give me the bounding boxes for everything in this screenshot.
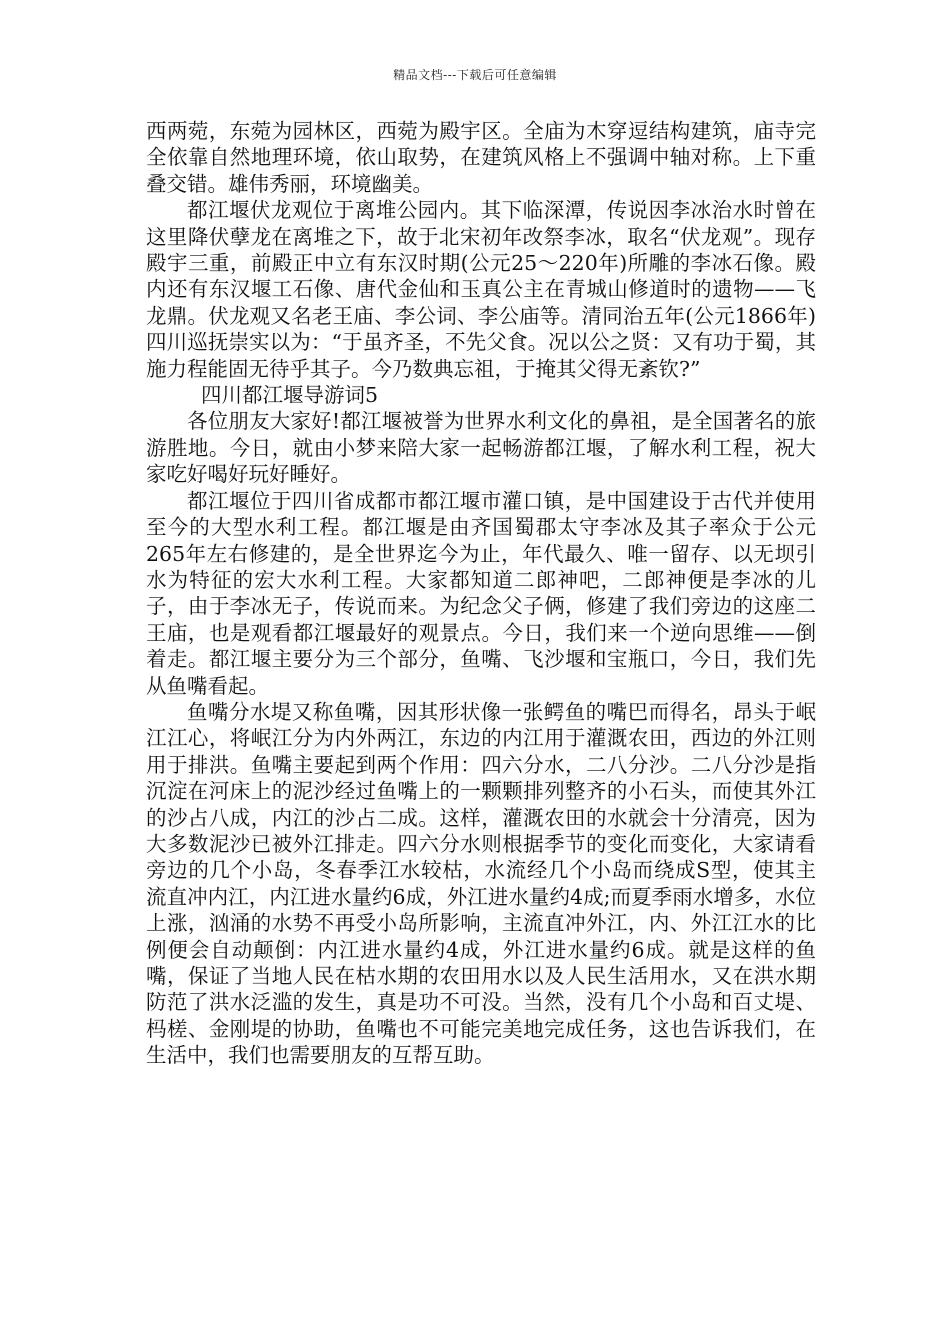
paragraph-greeting: 各位朋友大家好!都江堰被誉为世界水利文化的鼻祖，是全国著名的旅游胜地。今日，就由小梦来陪大家一起畅游都江堰，了解水利工程，祝大家吃好喝好玩好睡好。 <box>146 409 816 487</box>
paragraph-fulongguan: 都江堰伏龙观位于离堆公园内。其下临深潭，传说因李冰治水时曾在这里降伏孽龙在离堆之下，故于北宋初年改祭李冰，取名“伏龙观”。现存殿宇三重，前殿正中立有东汉时期(公元25～220年)所雕的李冰石像。殿内还有东汉堰工石像、唐代金仙和玉真公主在青城山修道时的遗物——飞龙鼎。伏龙观又名老王庙、李公词、李公庙等。清同治五年(公元1866年)四川巡抚崇实以为：“于虽齐圣，不先父食。况以公之贤：又有功于蜀，其施力程能固无待乎其子。今乃数典忘祖，于掩其父得无紊钦?” <box>146 198 816 381</box>
section-heading: 四川都江堰导游词5 <box>201 383 379 408</box>
paragraph-yuzui: 鱼嘴分水堤又称鱼嘴，因其形状像一张鳄鱼的嘴巴而得名，昂头于岷江江心，将岷江分为内外两江，东边的内江用于灌溉农田，西边的外江则用于排洪。鱼嘴主要起到两个作用：四六分水，二八分沙。二八分沙是指沉淀在河床上的泥沙经过鱼嘴上的一颗颗排列整齐的小石头，而使其外江的沙占八成，内江的沙占二成。这样，灌溉农田的水就会十分清亮，因为大多数泥沙已被外江排走。四六分水则根据季节的变化而变化，大家请看旁边的几个小岛，冬春季江水较枯，水流经几个小岛而绕成S型，使其主流直冲内江，内江进水量约6成，外江进水量约4成;而夏季雨水增多，水位上涨，汹涌的水势不再受小岛所影响，主流直冲外江，内、外江江水的比例便会自动颠倒：内江进水量约4成，外江进水量约6成。就是这样的鱼嘴，保证了当地人民在枯水期的农田用水以及人民生活用水，又在洪水期防范了洪水泛滥的发生，真是功不可没。当然，没有几个小岛和百丈堤、杩槎、金刚堤的协助，鱼嘴也不可能完美地完成任务，这也告诉我们，在生活中，我们也需要朋友的互帮互助。 <box>146 699 816 1068</box>
page-header: 精品文档---下载后可任意编辑 <box>393 68 557 82</box>
document-body <box>146 118 816 1069</box>
paragraph-continuation: 西两菀，东菀为园林区，西菀为殿宇区。全庙为木穿逗结构建筑，庙寺完全依靠自然地理环境，依山取势，在建筑风格上不强调中轴对称。上下重叠交错。雄伟秀丽，环境幽美。 <box>146 119 816 196</box>
paragraph-dujiangyan-intro: 都江堰位于四川省成都市都江堰市灌口镇，是中国建设于古代并使用至今的大型水利工程。都江堰是由齐国蜀郡太守李冰及其子率众于公元265年左右修建的，是全世界迄今为止，年代最久、唯一留存、以无坝引水为特征的宏大水利工程。大家都知道二郎神吧，二郎神便是李冰的儿子，由于李冰无子，传说而来。为纪念父子俩，修建了我们旁边的这座二王庙，也是观看都江堰最好的观景点。今日，我们来一个逆向思维——倒着走。都江堰主要分为三个部分，鱼嘴、飞沙堰和宝瓶口，今日，我们先从鱼嘴看起。 <box>146 488 816 698</box>
